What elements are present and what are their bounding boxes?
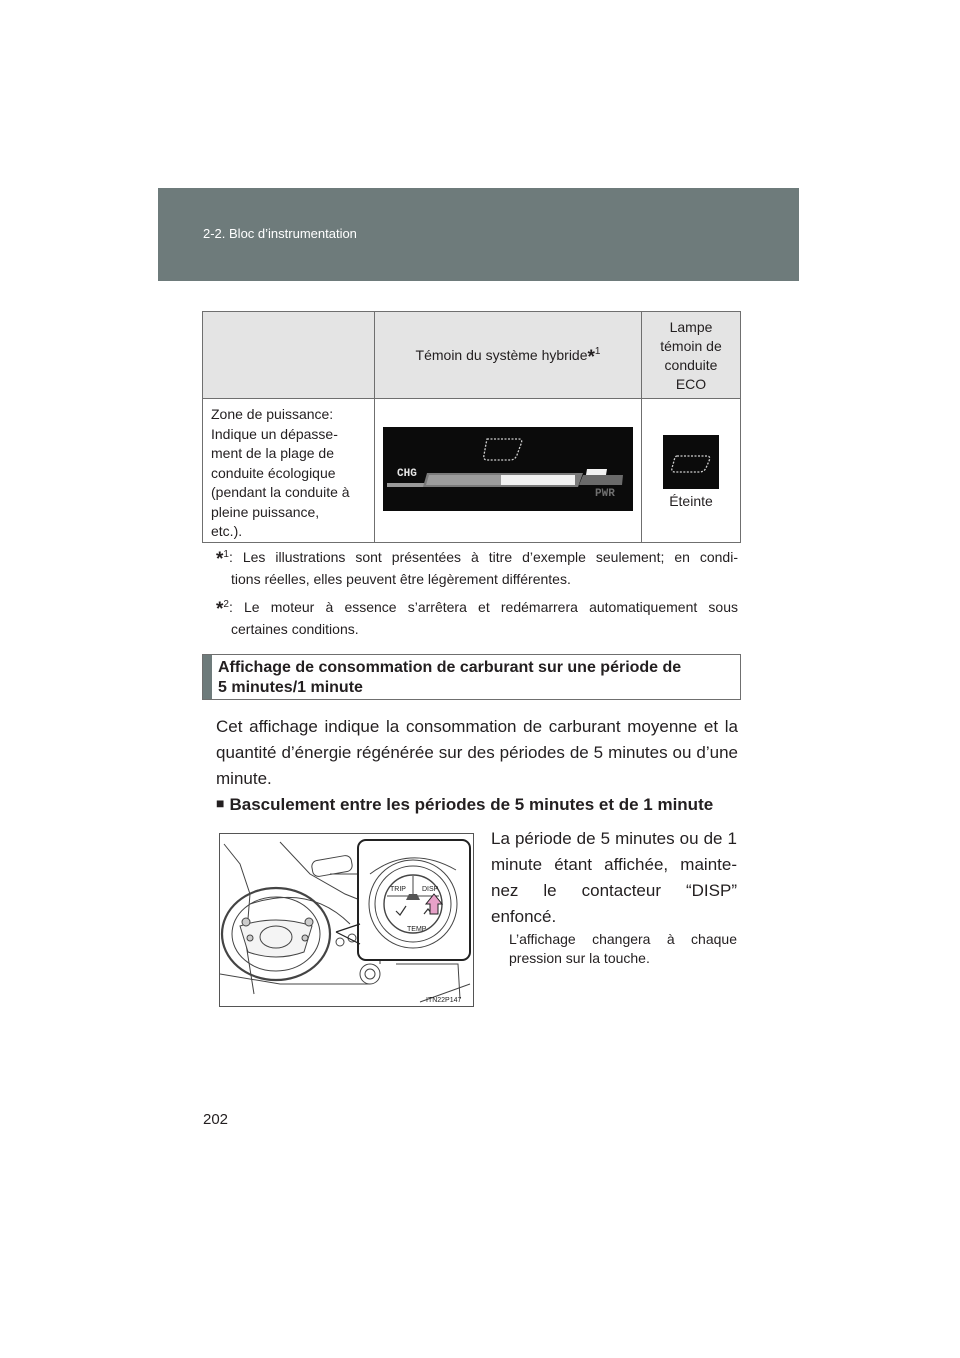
eco-lamp-icon: [663, 435, 719, 489]
eco-lamp-state: Éteinte: [669, 493, 713, 509]
table-header-eco: Lampe témoin de conduite ECO: [642, 312, 741, 399]
table-header-row: [203, 312, 741, 399]
gauge-pwr-marker: [586, 469, 607, 475]
gauge-bar-fill: [426, 475, 501, 485]
gauge-chg-bar: [387, 483, 425, 487]
note-text: L’affichage changera à chaque pression sur la touche.: [509, 931, 737, 966]
indicator-table: [202, 311, 741, 543]
subheading: ■ Basculement entre les périodes de 5 minutes et de 1 minute: [216, 795, 714, 814]
intro-paragraph: Cet affichage indique la consommation de carburant moyenne et la quantité d’énergie régénérée sur des périodes de 5 minutes ou d’une minute.: [216, 717, 738, 788]
hybrid-gauge-cell: [375, 399, 642, 543]
instruction-text: La période de 5 minutes ou de 1 minute étant affichée, mainte-nez le contacteur “DISP” enfoncé.: [491, 829, 737, 926]
footnote-2: *$^2$: Le moteur à essence s’arrêtera et redémarrera automatiquement sous certaines conditions.: [216, 599, 738, 637]
gauge-pwr-label: PWR: [595, 488, 615, 500]
dash-left-line: [224, 844, 254, 994]
trip-button-label: TRIP: [390, 886, 406, 893]
temp-button-label: TEMP: [407, 926, 427, 933]
table-header-empty: [203, 312, 375, 399]
section-breadcrumb: 2-2. Bloc d’instrumentation: [203, 226, 357, 241]
power-zone-description: Zone de puissance: Indique un dépasse- ment de la plage de conduite écologique (pendant la conduite à pleine puissance, etc.).: [203, 399, 375, 543]
disp-button-label: DISP: [422, 886, 439, 893]
subheading-bullet-icon: ■: [216, 795, 225, 811]
footnote-1: *$^1$: Les illustrations sont présentées à titre d’exemple seulement; en condi- tions réelles, elles peuvent être légèrement différentes.: [216, 549, 738, 587]
section-heading-box: [202, 654, 741, 700]
dashboard-illustration: [219, 833, 474, 1007]
shift-knob-icon: [360, 964, 380, 984]
gauge-chg-label: CHG: [397, 468, 417, 480]
section-title: Affichage de consommation de carburant sur une période de 5 minutes/1 minute: [218, 659, 682, 696]
hybrid-system-indicator-gauge: [383, 427, 633, 511]
gauge-eco-segment: [501, 475, 575, 485]
page-number: 202: [203, 1111, 229, 1128]
eco-lamp-cell: [642, 399, 741, 543]
table-header-hybrid: Témoin du système hybride*$^1$: [375, 312, 642, 399]
gauge-pwr-zone: [579, 475, 623, 485]
illustration-code: ITN22P147: [426, 997, 462, 1004]
footnote-ref-1: *$^1$: [587, 345, 601, 368]
table-row-power-zone: [203, 399, 741, 543]
section-heading-bar: [203, 655, 212, 699]
steering-wheel-disp-illustration: [220, 834, 473, 1006]
